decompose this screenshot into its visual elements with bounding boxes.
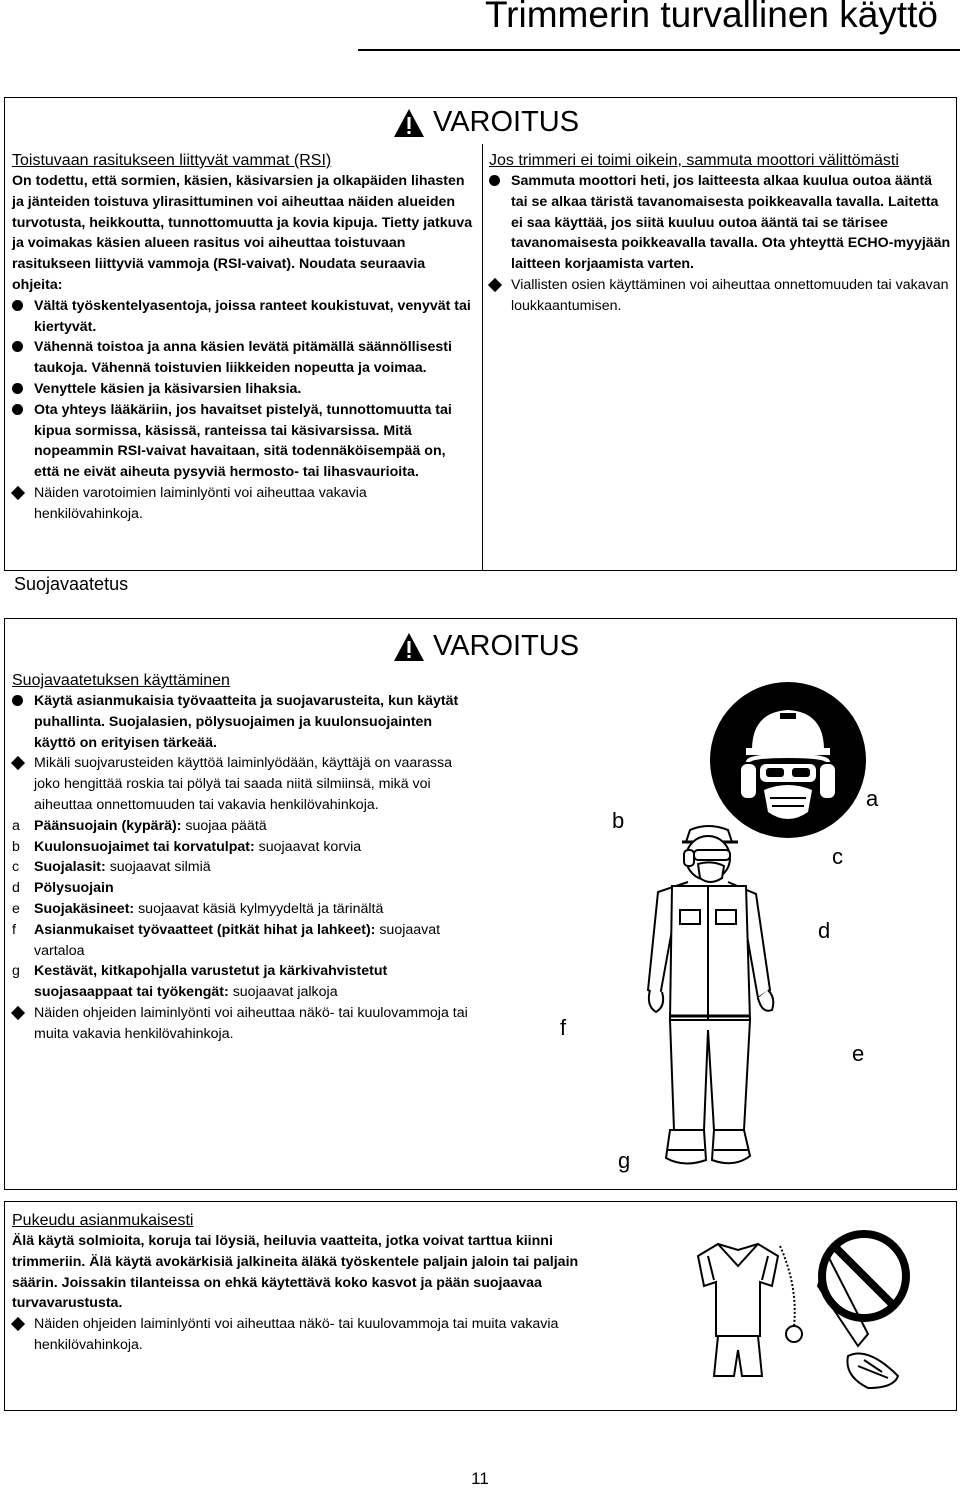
gear-part-g: g Kestävät, kitkapohjalla varustetut ja kärkivahvistetut suojasaappaat tai työkengät: suojaavat jalkoja <box>12 963 388 1001</box>
protective-gear-item: Käytä asianmukaisia työvaatteita ja suojavarusteita, kun käytät puhallinta. Suojalasien, pölysuojaimen ja kuulonsuojainten käyttö on erityisen tärkeää. <box>12 691 474 753</box>
bullet-circle-icon <box>12 383 23 394</box>
protective-gear-column <box>12 670 474 1045</box>
prohibited-clothing-illustration <box>668 1226 948 1396</box>
rsi-heading: Toistuvaan rasitukseen liittyvät vammat (RSI) <box>12 152 332 169</box>
clothing-heading: Pukeudu asianmukaisesti <box>12 1212 194 1229</box>
callout-label-e: e <box>852 1041 865 1066</box>
rsi-column <box>12 150 474 525</box>
malfunction-item: Sammuta moottori heti, jos laitteesta alkaa kuulua outoa ääntä tai se alkaa täristä tavanomaisesta poikkeavalla tavalla. Laitetta ei saa käyttää, jos siitä kuuluu outoa ääntä tai se tärisee tavanomaisesta poikkeavalla tavalla. Ota yhteyttä ECHO-myyjään laitteen korjaamista varten. <box>489 171 951 275</box>
malfunction-heading: Jos trimmeri ei toimi oikein, sammuta moottori välittömästi <box>489 152 899 169</box>
warning-header <box>393 630 579 663</box>
callout-label-b: b <box>612 808 625 833</box>
gear-part-c: c Suojalasit: suojaavat silmiä <box>12 859 211 876</box>
bullet-diamond-icon <box>11 486 25 500</box>
rsi-consequence: Näiden varotoimien laiminlyönti voi aiheuttaa vakavia henkilövahinkoja. <box>12 483 474 525</box>
page-number: 11 <box>471 1469 489 1488</box>
bullet-circle-icon <box>12 695 23 706</box>
bullet-circle-icon <box>12 404 23 415</box>
bullet-diamond-icon <box>11 756 25 770</box>
callout-label-f: f <box>560 1015 567 1040</box>
gear-part-f: f Asianmukaiset työvaatteet (pitkät hihat ja lahkeet): suojaavat vartaloa <box>12 921 441 959</box>
section-title: Suojavaatetus <box>14 574 129 594</box>
bullet-diamond-icon <box>11 1317 25 1331</box>
clothing-column <box>12 1210 620 1356</box>
protected-worker-illustration <box>600 820 800 1180</box>
clothing-consequence: Näiden ohjeiden laiminlyönti voi aiheuttaa näkö- tai kuulovammoja tai muita vakavia henkilövahinkoja. <box>12 1314 620 1356</box>
bullet-diamond-icon <box>11 1006 25 1020</box>
column-divider <box>482 144 483 571</box>
gear-part-e: e Suojakäsineet: suojaavat käsiä kylmyydeltä ja tärinältä <box>12 900 384 917</box>
callout-label-c: c <box>832 844 843 869</box>
protective-gear-consequence: Mikäli suojvarusteiden käyttöä laiminlyödään, käyttäjä on vaarassa joko hengittää roskia tai pölyä tai saada niitä silmiinsä, mikä voi aiheuttaa onnettomuuden tai vakavia henkilövahinkoja. <box>12 753 474 815</box>
bullet-circle-icon <box>12 300 23 311</box>
warning-label: VAROITUS <box>433 106 580 138</box>
rsi-item: Ota yhteys lääkäriin, jos havaitset pistelyä, tunnottomuutta tai kipua sormissa, käsissä, ranteissa tai käsivarsissa. Mitä nopeammin RSI-vaivat havaitaan, sitä todennäköisempää on, että ne eivät aiheuta pysyviä hermosto- tai lihasvaurioita. <box>12 400 474 483</box>
malfunction-column <box>489 150 951 317</box>
callout-label-d: d <box>818 918 831 943</box>
title-rule <box>358 49 960 51</box>
rsi-intro: On todettu, että sormien, käsien, käsivarsien ja olkapäiden lihasten ja jänteiden toistuva ylirasittuminen voi aiheuttaa näiden alueiden turvotusta, heikkoutta, tunnottomuutta ja kovia kipuja. Tietty jatkuva ja voimakas käsien alueen rasitus voi aiheuttaa toistuvaan rasitukseen liittyviä vammoja (RSI-vaivat). Noudata seuraavia ohjeita: <box>12 173 473 293</box>
rsi-item: Venyttele käsien ja käsivarsien lihaksia. <box>12 379 474 400</box>
bullet-diamond-icon <box>488 278 502 292</box>
warning-triangle-icon <box>393 108 425 138</box>
protective-gear-consequence: Näiden ohjeiden laiminlyönti voi aiheuttaa näkö- tai kuulovammoja tai muita vakavia henkilövahinkoja. <box>12 1003 474 1045</box>
bullet-circle-icon <box>489 175 500 186</box>
warning-triangle-icon <box>393 632 425 662</box>
page-title: Trimmerin turvallinen käyttö <box>484 0 938 35</box>
bullet-circle-icon <box>12 341 23 352</box>
mandatory-protective-gear-sign <box>708 680 868 840</box>
malfunction-consequence: Viallisten osien käyttäminen voi aiheuttaa onnettomuuden tai vakavan loukkaantumisen. <box>489 275 951 317</box>
rsi-item: Vähennä toistoa ja anna käsien levätä pitämällä säännöllisesti taukoja. Vähennä toistuvien liikkeiden nopeutta ja voimaa. <box>12 337 474 379</box>
gear-part-a: a Päänsuojain (kypärä): suojaa päätä <box>12 817 267 834</box>
callout-label-g: g <box>618 1148 631 1173</box>
clothing-body: Älä käytä solmioita, koruja tai löysiä, heiluvia vaatteita, jotka voivat tarttua kiinni trimmeriin. Älä käytä avokärkisiä jalkineita äläkä työskentele paljain jaloin tai paljain säärin. Joissakin tilanteissa on ehkä käytettävä koko kasvot ja pään suojaavaa turvavarustusta. <box>12 1233 579 1312</box>
gear-part-d: d Pölysuojain <box>12 880 114 897</box>
protective-gear-heading: Suojavaatetuksen käyttäminen <box>12 672 230 689</box>
warning-label: VAROITUS <box>433 630 580 662</box>
gear-part-b: b Kuulonsuojaimet tai korvatulpat: suojaavat korvia <box>12 838 362 855</box>
rsi-item: Vältä työskentelyasentoja, joissa ranteet koukistuvat, venyvät tai kiertyvät. <box>12 296 474 338</box>
warning-header <box>393 106 579 139</box>
callout-label-a: a <box>866 786 879 811</box>
